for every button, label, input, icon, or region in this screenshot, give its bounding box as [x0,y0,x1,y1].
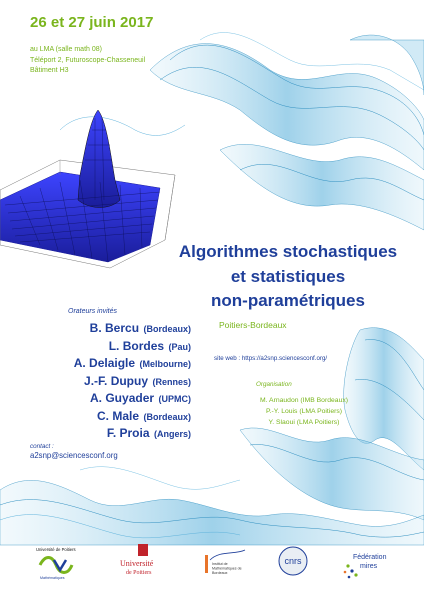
federation-mires-logo [344,554,387,578]
surface-plot-illustration [0,110,175,268]
univ-logo-line1: Université [120,559,154,568]
venue-room: au LMA (salle math 08) [30,46,102,53]
organiser-item: M. Arnaudon (IMB Bordeaux) [259,397,349,404]
fed-logo-line2: mires [360,563,378,570]
cnrs-logo-text: cnrs [284,556,302,566]
website-link[interactable]: site web : https://a2snp.sciencesconf.org/ [214,355,328,362]
title-line-1: Algorithmes stochastiques [178,242,398,261]
univ-poitiers-logo [120,544,154,576]
imb-logo-line1: Institut de [212,562,228,566]
organiser-item: P.-Y. Louis (LMA Poitiers) [265,407,343,415]
contact-email-link[interactable]: a2snp@sciencesconf.org [30,451,118,460]
speakers-heading: Orateurs invités [68,308,118,315]
imb-logo-line3: Bordeaux [212,571,228,575]
organisation-list [241,396,367,428]
speaker-affiliation: (Bordeaux) [143,411,191,422]
imb-logo-line2: Mathématiques de [212,566,242,571]
venue-block [30,45,145,77]
speaker-item [21,390,191,408]
speaker-item [21,408,191,426]
speaker-name: F. Proia [106,426,150,440]
speaker-name: J.-F. Dupuy [84,373,149,388]
univ-crest-icon [138,544,148,556]
lma-logo-top-text: Université de Poitiers [36,547,76,552]
title-line-2: et statistiques [230,266,346,286]
venue-address: Téléport 2, Futuroscope-Chasseneuil [30,56,146,64]
speaker-item [21,320,191,338]
speaker-affiliation: (Angers) [153,429,191,439]
speakers-list [21,320,191,443]
univ-logo-line2: de Poitiers [126,570,152,576]
speaker-item [21,338,191,356]
speaker-affiliation: (Pau) [168,341,191,352]
contact-label: contact : [30,443,54,450]
fed-logo-line1: Fédération [353,554,387,561]
speaker-name: B. Bercu [89,321,140,335]
speaker-affiliation: (Rennes) [152,376,191,387]
venue-building: Bâtiment H3 [30,67,69,74]
speaker-affiliation: (UPMC) [158,394,191,404]
city-label: Poitiers-Bordeaux [219,320,287,330]
imb-mark-icon [205,555,208,573]
imb-logo [205,550,245,575]
speaker-name: L. Bordes [108,338,165,353]
speaker-name: A. Guyader [90,391,155,405]
poster-title [178,240,398,314]
speaker-affiliation: (Bordeaux) [143,324,191,334]
lma-logo-bottom-text: Mathématiques [40,576,65,580]
event-dates: 26 et 27 juin 2017 [30,14,154,31]
speaker-affiliation: (Melbourne) [139,359,191,369]
title-line-3: non-paramétriques [211,291,365,310]
organisation-heading: Organisation [256,381,292,388]
speaker-item [21,373,191,391]
speaker-name: C. Male [97,408,140,423]
speaker-name: A. Delaigle [73,356,136,370]
organiser-item: Y. Slaoui (LMA Poitiers) [268,418,340,426]
cnrs-logo [279,547,307,575]
lma-logo [36,547,76,580]
speaker-item [21,425,191,443]
speaker-item [21,355,191,373]
partner-logos [0,538,424,600]
